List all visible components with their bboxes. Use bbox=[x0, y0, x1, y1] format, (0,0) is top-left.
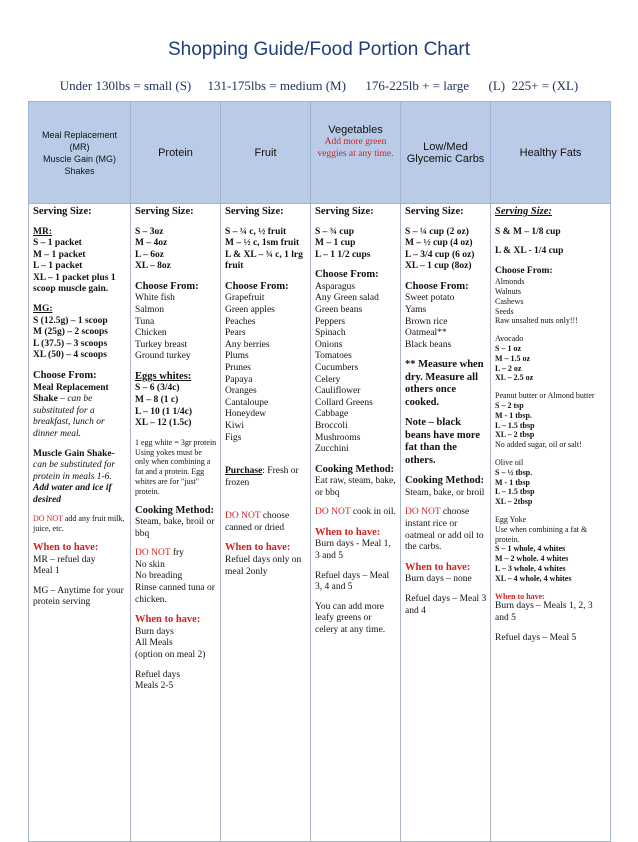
cell-carbs: Serving Size: S – ¼ cup (2 oz) M – ½ cup (4 oz) L – 3/4 cup (6 oz) XL – 1 cup (8oz) Choose From: Sweet potato Yams Brown rice Oatmeal** Black beans ** Measure when dry. Measure all others once cooked. Note – black beans have more fat than the others. Cooking Method: Steam, bake, or broil DO NOT choose instant rice or oatmeal or add oil to the carbs. When to have: Burn days – none Refuel days – Meal 3 and 4 bbox=[401, 204, 491, 842]
header-meal-replacement: Meal Replacement (MR) Muscle Gain (MG) Shakes bbox=[29, 102, 131, 204]
weight-categories: Under 130lbs = small (S) 131-175lbs = medium (M) 176-225lb + = large (L) 225+ = (XL) bbox=[59, 78, 579, 93]
cell-vegetables: Serving Size: S – ¾ cup M – 1 cup L – 1 1/2 cups Choose From: Asparagus Any Green salad Green beans Peppers Spinach Onions Tomatoes Cucumbers Celery Cauliflower Collard Greens Cabbage Broccoli Mushrooms Zucchini Cooking Method: Eat raw, steam, bake, or bbq DO NOT cook in oil. When to have: Burn days - Meal 1, 3 and 5 Refuel days – Meal 3, 4 and 5 You can add more leafy greens or celery at any time. bbox=[311, 204, 401, 842]
cell-healthy-fats: Serving Size: S & M – 1/8 cup L & XL - 1/4 cup Choose From: Almonds Walnuts Cashews Seeds Raw unsalted nuts only!!! Avocado S – 1 oz M – 1.5 oz L – 2 oz XL – 2.5 oz Peanut butter or Almond butter S – 2 tsp M - 1 tbsp. L – 1.5 tbsp XL – 2 tbsp No added sugar, oil or salt! Olive oil S – ½ tbsp. M - 1 tbsp L – 1.5 tbsp XL – 2tbsp Egg Yoke Use when combining a fat & protein. S – 1 whole, 4 whites M – 2 whole. 4 whites L – 3 whole, 4 whites XL – 4 whole, 4 whites When to have: Burn days – Meals 1, 2, 3 and 5 Refuel days – Meal 5 bbox=[491, 204, 611, 842]
header-healthy-fats: Healthy Fats bbox=[491, 102, 611, 204]
cell-protein: Serving Size: S – 3oz M – 4oz L – 6oz XL – 8oz Choose From: White fish Salmon Tuna Chicken Turkey breast Ground turkey Eggs whites: S – 6 (3/4c) M – 8 (1 c) L – 10 (1 1/4c) XL – 12 (1.5c) 1 egg white = 3gr protein Using yokes must be only when combining a fat and a protein. Egg whites are for "just" protein. Cooking Method: Steam, bake, broil or bbq DO NOT fry No skin No breading Rinse canned tuna or chicken. When to have: Burn days All Meals (option on meal 2) Refuel days Meals 2-5 bbox=[131, 204, 221, 842]
table-header-row bbox=[29, 102, 611, 204]
header-protein: Protein bbox=[131, 102, 221, 204]
food-portion-table bbox=[28, 101, 611, 842]
cell-meal-replacement: Serving Size: MR: S – 1 packet M – 1 packet L – 1 packet XL – 1 packet plus 1 scoop muscle gain. MG: S (12.5g) – 1 scoop M (25g) – 2 scoops L (37.5) – 3 scoops XL (50) – 4 scoops Choose From: Meal Replacement Shake – can be substituted for a breakfast, lunch or dinner meal. Muscle Gain Shake- can be substituted for protein in meals 1-6. Add water and ice if desired DO NOT add any fruit milk, juice, etc. When to have: MR – refuel day Meal 1 MG – Anytime for your protein serving bbox=[29, 204, 131, 842]
vegetables-note: Add more green veggies at any time. bbox=[317, 137, 394, 159]
table-body-row bbox=[29, 204, 611, 842]
header-carbs: Low/Med Glycemic Carbs bbox=[401, 102, 491, 204]
header-vegetables: Vegetables Add more green veggies at any time. bbox=[311, 102, 401, 204]
cell-fruit: Serving Size: S – ¼ c, ½ fruit M – ½ c, 1sm fruit L & XL – ¾ c, 1 lrg fruit Choose From: Grapefruit Green apples Peaches Pears Any berries Plums Prunes Papaya Oranges Cantaloupe Honeydew Kiwi Figs Purchase: Fresh or frozen DO NOT choose canned or dried When to have: Refuel days only on meal 2only bbox=[221, 204, 311, 842]
page-title: Shopping Guide/Food Portion Chart bbox=[167, 39, 471, 60]
header-fruit: Fruit bbox=[221, 102, 311, 204]
